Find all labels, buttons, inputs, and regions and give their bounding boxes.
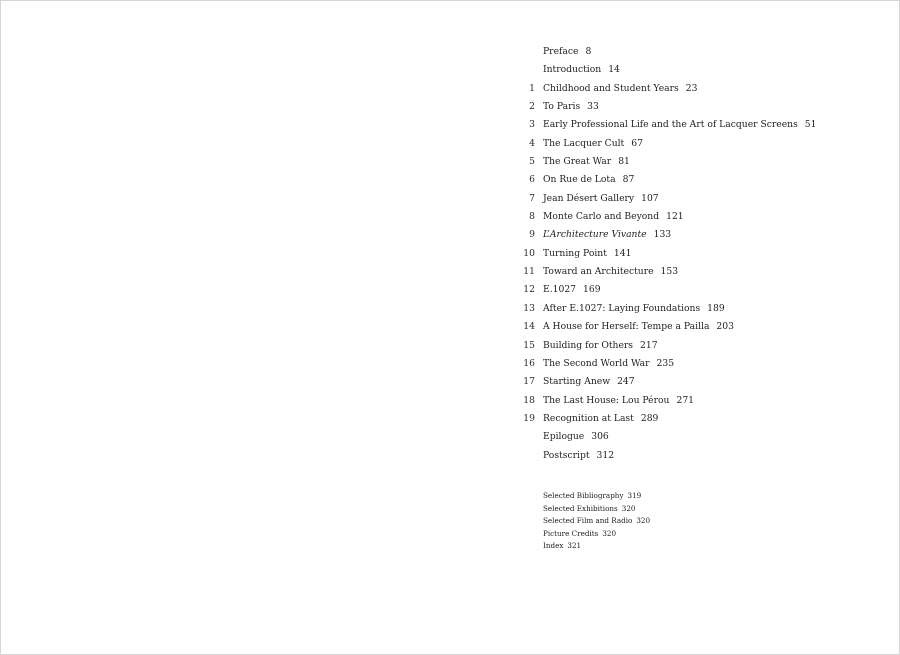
chapter-number: 11 — [523, 266, 535, 278]
page-number: 306 — [591, 431, 609, 443]
chapter-title: The Last House: Lou Pérou — [543, 394, 670, 406]
table-of-contents — [1, 43, 899, 465]
toc-entry — [1, 447, 899, 465]
chapter-number: 7 — [529, 192, 535, 204]
page-number: 51 — [804, 119, 817, 131]
page-number: 320 — [602, 528, 617, 538]
toc-entry — [1, 373, 899, 391]
chapter-title: Monte Carlo and Beyond — [543, 211, 660, 223]
page-number: 320 — [621, 503, 636, 513]
back-matter-entry — [543, 503, 650, 516]
chapter-title-group — [543, 61, 620, 79]
chapter-title: A House for Herself: Tempe a Pailla — [543, 321, 710, 333]
chapter-number: 9 — [529, 229, 535, 241]
toc-entry — [1, 410, 899, 428]
toc-entry — [1, 116, 899, 134]
page-number: 320 — [636, 516, 651, 525]
toc-entry — [1, 153, 899, 171]
chapter-title: Jean Désert Gallery — [543, 192, 635, 204]
chapter-title-group — [543, 281, 601, 299]
back-matter-entry — [543, 515, 650, 528]
chapter-title: Toward an Architecture — [543, 266, 654, 278]
page-number: 121 — [666, 211, 684, 223]
chapter-title: Postscript — [543, 449, 590, 461]
chapter-number: 8 — [529, 211, 535, 223]
chapter-title-group — [543, 190, 659, 208]
chapter-number: 1 — [529, 82, 535, 94]
chapter-title: Building for Others — [543, 339, 634, 351]
chapter-title-group — [543, 392, 694, 410]
chapter-title-group — [543, 43, 591, 61]
chapter-title-group — [543, 208, 684, 226]
toc-entry — [1, 226, 899, 244]
chapter-number: 10 — [523, 247, 535, 259]
page-number: 289 — [640, 412, 659, 424]
page-number: 271 — [676, 394, 695, 406]
toc-entry — [1, 245, 899, 263]
chapter-title-group — [543, 135, 643, 153]
back-matter-list — [543, 490, 650, 553]
back-matter-entry — [543, 540, 650, 553]
page-number: 141 — [613, 247, 632, 259]
chapter-number: 3 — [529, 119, 535, 131]
page-number: 217 — [640, 339, 658, 351]
chapter-number: 2 — [529, 101, 535, 113]
toc-entry — [1, 428, 899, 446]
page-number: 321 — [567, 541, 582, 550]
chapter-title: Starting Anew — [543, 376, 611, 388]
chapter-title-group — [543, 116, 817, 134]
back-matter-entry — [543, 490, 650, 503]
page-number: 153 — [660, 266, 679, 278]
back-matter-entry — [543, 528, 650, 541]
page-number: 67 — [631, 137, 643, 149]
chapter-title-group — [543, 171, 634, 189]
page-number: 319 — [627, 491, 642, 500]
chapter-title: The Lacquer Cult — [543, 137, 625, 149]
toc-entry — [1, 281, 899, 299]
chapter-number: 19 — [523, 412, 535, 424]
page-number: 23 — [685, 82, 698, 94]
chapter-title: Turning Point — [543, 247, 607, 259]
chapter-title-group — [543, 263, 678, 281]
toc-entry — [1, 98, 899, 116]
chapter-title: On Rue de Lota — [543, 174, 616, 186]
toc-entry — [1, 392, 899, 410]
chapter-title-group — [543, 80, 697, 98]
page-number: 189 — [707, 302, 725, 314]
page-number: 33 — [587, 101, 599, 113]
chapter-number: 5 — [529, 156, 535, 168]
page-number: 87 — [622, 174, 635, 186]
page-number: 247 — [617, 376, 635, 388]
toc-entry — [1, 318, 899, 336]
back-matter-title: Selected Bibliography — [543, 491, 624, 500]
chapter-title-group — [543, 447, 614, 465]
chapter-title-group — [543, 300, 725, 318]
chapter-title-group — [543, 226, 671, 244]
chapter-title: Introduction — [543, 64, 602, 76]
page-number: 312 — [596, 449, 615, 461]
back-matter-title: Selected Film and Radio — [543, 516, 633, 525]
toc-entry — [1, 263, 899, 281]
chapter-number: 12 — [523, 284, 535, 296]
chapter-number: 14 — [523, 321, 535, 333]
chapter-title-group — [543, 245, 631, 263]
toc-entry — [1, 190, 899, 208]
toc-entry — [1, 61, 899, 79]
page-number: 81 — [618, 156, 630, 168]
toc-entry — [1, 135, 899, 153]
toc-entry — [1, 171, 899, 189]
chapter-number: 18 — [523, 394, 535, 406]
page-number: 107 — [641, 192, 659, 204]
chapter-number: 4 — [529, 137, 535, 149]
chapter-title: Epilogue — [543, 431, 585, 443]
page-number: 14 — [608, 64, 620, 76]
toc-entry — [1, 43, 899, 61]
chapter-title: The Great War — [543, 156, 612, 168]
chapter-title: Childhood and Student Years — [543, 82, 679, 94]
chapter-title: The Second World War — [543, 357, 650, 369]
chapter-title: Early Professional Life and the Art of Lacquer Screens — [543, 119, 798, 131]
chapter-number: 13 — [523, 302, 535, 314]
chapter-title-group — [543, 98, 599, 116]
toc-entry — [1, 355, 899, 373]
toc-entry — [1, 80, 899, 98]
page-number: 235 — [656, 357, 675, 369]
toc-entry — [1, 300, 899, 318]
chapter-title: Recognition at Last — [543, 412, 634, 424]
chapter-title: To Paris — [543, 101, 581, 113]
chapter-title-group — [543, 355, 674, 373]
chapter-number: 15 — [523, 339, 535, 351]
chapter-number: 16 — [523, 357, 535, 369]
chapter-title-group — [543, 410, 658, 428]
chapter-number: 6 — [529, 174, 535, 186]
toc-entry — [1, 337, 899, 355]
chapter-title: After E.1027: Laying Foundations — [543, 302, 701, 314]
page-number: 8 — [585, 46, 592, 57]
chapter-title-group — [543, 337, 658, 355]
chapter-title-group — [543, 373, 635, 391]
page-number: 169 — [583, 284, 601, 296]
chapter-title: Preface — [543, 46, 579, 57]
chapter-title-group — [543, 428, 609, 446]
page-number: 203 — [716, 321, 734, 333]
back-matter-title: Selected Exhibitions — [543, 503, 618, 513]
chapter-title: L’Architecture Vivante — [543, 229, 647, 241]
page-number: 133 — [653, 229, 672, 241]
toc-entry — [1, 208, 899, 226]
chapter-title-group — [543, 153, 630, 171]
back-matter-title: Index — [543, 541, 564, 550]
back-matter-title: Picture Credits — [543, 528, 599, 538]
chapter-number: 17 — [523, 376, 535, 388]
chapter-title: E.1027 — [543, 284, 577, 296]
chapter-title-group — [543, 318, 734, 336]
